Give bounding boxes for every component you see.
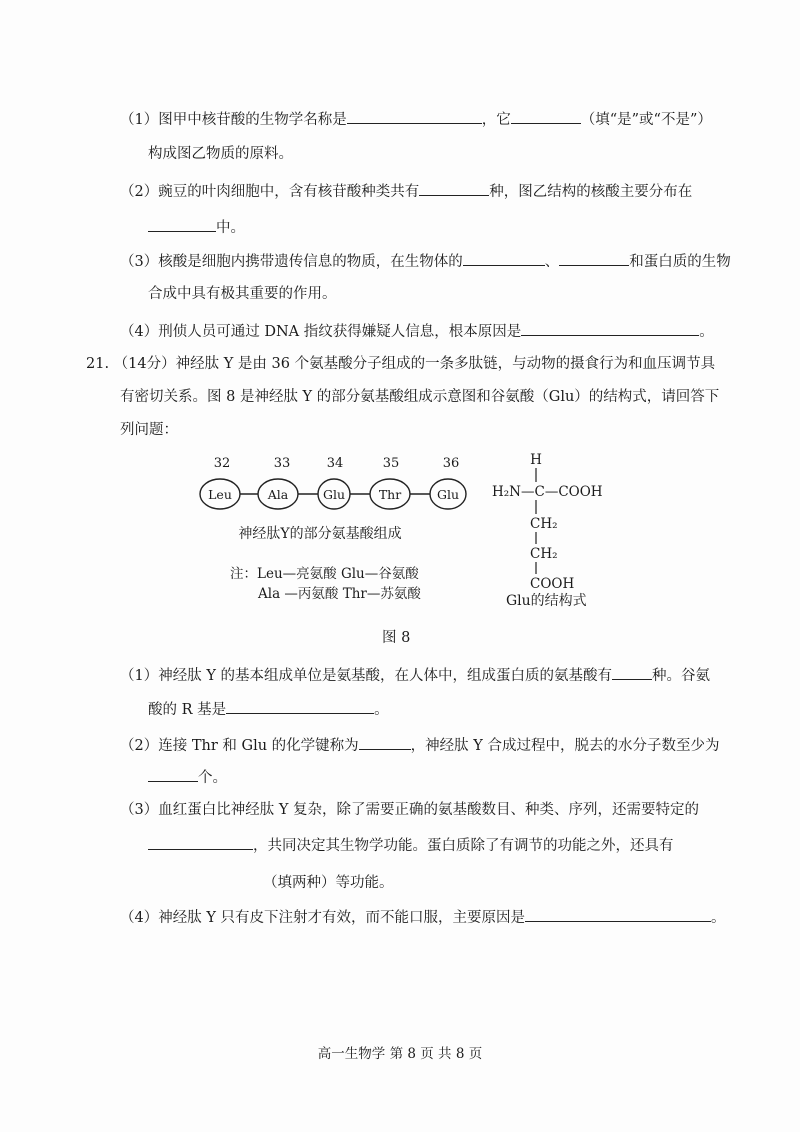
glu-caption: Glu的结构式 (506, 593, 587, 609)
answer-blank[interactable] (559, 250, 629, 266)
q20-p1-text-d: 构成图乙物质的原料。 (148, 146, 293, 162)
residue-33 (258, 456, 298, 509)
q21-part3-line1 (120, 800, 699, 820)
q20-p3-text-d: 合成中具有极其重要的作用。 (148, 286, 337, 302)
residue-label: Ala (267, 487, 289, 502)
q20-part3-line1 (120, 250, 731, 272)
q21-intro-line1 (86, 354, 715, 374)
answer-blank[interactable] (419, 180, 489, 196)
glu-hydrogen: H (530, 452, 542, 468)
answer-blank[interactable] (511, 108, 581, 124)
q20-part4-line1 (120, 320, 714, 342)
q20-p1-text-c: （填“是”或“不是”） (580, 112, 712, 128)
answer-blank[interactable] (148, 766, 198, 782)
residue-number: 36 (442, 456, 460, 471)
q20-p2-text-a: （2）豌豆的叶肉细胞中，含有核苷酸种类共有 (120, 184, 420, 200)
q20-p4-text-a: （4）刑侦人员可通过 DNA 指纹获得嫌疑人信息，根本原因是 (120, 324, 522, 340)
q21-part2-line2 (148, 766, 227, 788)
residue-number: 33 (273, 456, 291, 471)
q20-p1-text-b: ，它 (481, 112, 511, 128)
residue-34 (318, 456, 350, 509)
q21-p1-text-b: 种。谷氨 (652, 668, 711, 684)
residue-number: 32 (213, 456, 231, 471)
q21-p3-text-a: （3）血红蛋白比神经肽 Y 复杂，除了需要正确的氨基酸数目、种类、序列，还需要特定的 (120, 802, 700, 818)
q21-p4-text-a: （4）神经肽 Y 只有皮下注射才有效，而不能口服，主要原因是 (120, 910, 526, 926)
residue-number: 35 (382, 456, 400, 471)
answer-blank[interactable] (612, 664, 652, 680)
residue-32 (200, 456, 240, 509)
residue-label: Glu (436, 487, 460, 502)
chain-caption: 神经肽Y的部分氨基酸组成 (238, 526, 402, 542)
q20-p1-text-a: （1）图甲中核苷酸的生物学名称是 (120, 112, 347, 128)
q21-intro-text-3: 列问题： (120, 422, 178, 438)
answer-blank[interactable] (463, 250, 545, 266)
q21-part1-line1 (120, 664, 710, 686)
q21-p1-text-c: 酸的 R 基是 (148, 702, 227, 718)
q21-part3-line2 (148, 834, 674, 856)
residue-number: 34 (326, 456, 344, 471)
answer-blank[interactable] (521, 320, 699, 336)
answer-blank[interactable] (148, 872, 263, 887)
answer-blank[interactable] (148, 834, 253, 850)
answer-blank[interactable] (347, 108, 482, 124)
residue-label: Glu (322, 487, 346, 502)
abbreviation-note-1: 注：Leu—亮氨酸 Glu—谷氨酸 (230, 566, 419, 582)
q20-p2-text-b: 种，图乙结构的核酸主要分布在 (489, 184, 693, 200)
residue-36 (430, 456, 466, 509)
glu-backbone: H₂N—C—COOH (492, 484, 603, 500)
q21-p2-text-a: （2）连接 Thr 和 Glu 的化学键称为 (120, 738, 359, 754)
glu-side-cooh: COOH (530, 576, 575, 592)
q21-part2-line1 (120, 734, 719, 756)
q20-p4-text-b: 。 (699, 324, 714, 340)
q21-intro-line3 (120, 420, 178, 440)
q20-part1-line1 (120, 108, 712, 130)
answer-blank[interactable] (148, 216, 216, 232)
residue-label: Thr (378, 487, 402, 502)
q20-part1-line2 (148, 144, 293, 164)
q20-part2-line1 (120, 180, 692, 202)
q20-part2-line2 (148, 216, 245, 238)
answer-blank[interactable] (525, 906, 711, 922)
answer-blank[interactable] (359, 734, 411, 750)
residue-label: Leu (208, 487, 232, 502)
q21-part4-line1 (120, 906, 726, 928)
q20-part3-line2 (148, 284, 337, 304)
glu-ch2-1: CH₂ (530, 516, 558, 532)
q21-part3-line3 (148, 872, 394, 893)
q21-p1-text-d: 。 (374, 702, 389, 718)
page-footer: 高一生物学 第 8 页 共 8 页 (317, 1046, 483, 1062)
q21-p2-text-c: 个。 (198, 770, 227, 786)
q20-p3-text-a: （3）核酸是细胞内携带遗传信息的物质，在生物体的 (120, 254, 463, 270)
q21-p1-text-a: （1）神经肽 Y 的基本组成单位是氨基酸，在人体中，组成蛋白质的氨基酸有 (120, 668, 613, 684)
q21-intro-line2 (120, 387, 719, 407)
q21-p2-text-b: ，神经肽 Y 合成过程中，脱去的水分子数至少为 (410, 738, 720, 754)
figure-label: 图 8 (382, 630, 411, 646)
q21-p4-text-b: 。 (711, 910, 726, 926)
q21-intro-text-1: 21. （14分）神经肽 Y 是由 36 个氨基酸分子组成的一条多肽链，与动物的摄食行为和血压调节具 (86, 356, 716, 372)
residue-35 (370, 456, 410, 509)
figure-8-diagram (190, 448, 620, 618)
glu-structural-formula (492, 452, 603, 609)
q21-intro-text-2: 有密切关系。图 8 是神经肽 Y 的部分氨基酸组成示意图和谷氨酸（Glu）的结构式，请回答下 (120, 389, 720, 405)
q20-p2-text-c: 中。 (216, 220, 245, 236)
q21-part1-line2 (148, 698, 389, 720)
q20-p3-text-b: 、 (544, 254, 560, 270)
glu-ch2-2: CH₂ (530, 546, 558, 562)
q21-p3-text-b: ，共同决定其生物学功能。蛋白质除了有调节的功能之外，还具有 (253, 838, 674, 854)
answer-blank[interactable] (226, 698, 374, 714)
q21-p3-text-c: （填两种）等功能。 (263, 875, 394, 891)
q20-p3-text-c: 和蛋白质的生物 (629, 254, 731, 270)
abbreviation-note-2: Ala —丙氨酸 Thr—苏氨酸 (258, 586, 421, 602)
